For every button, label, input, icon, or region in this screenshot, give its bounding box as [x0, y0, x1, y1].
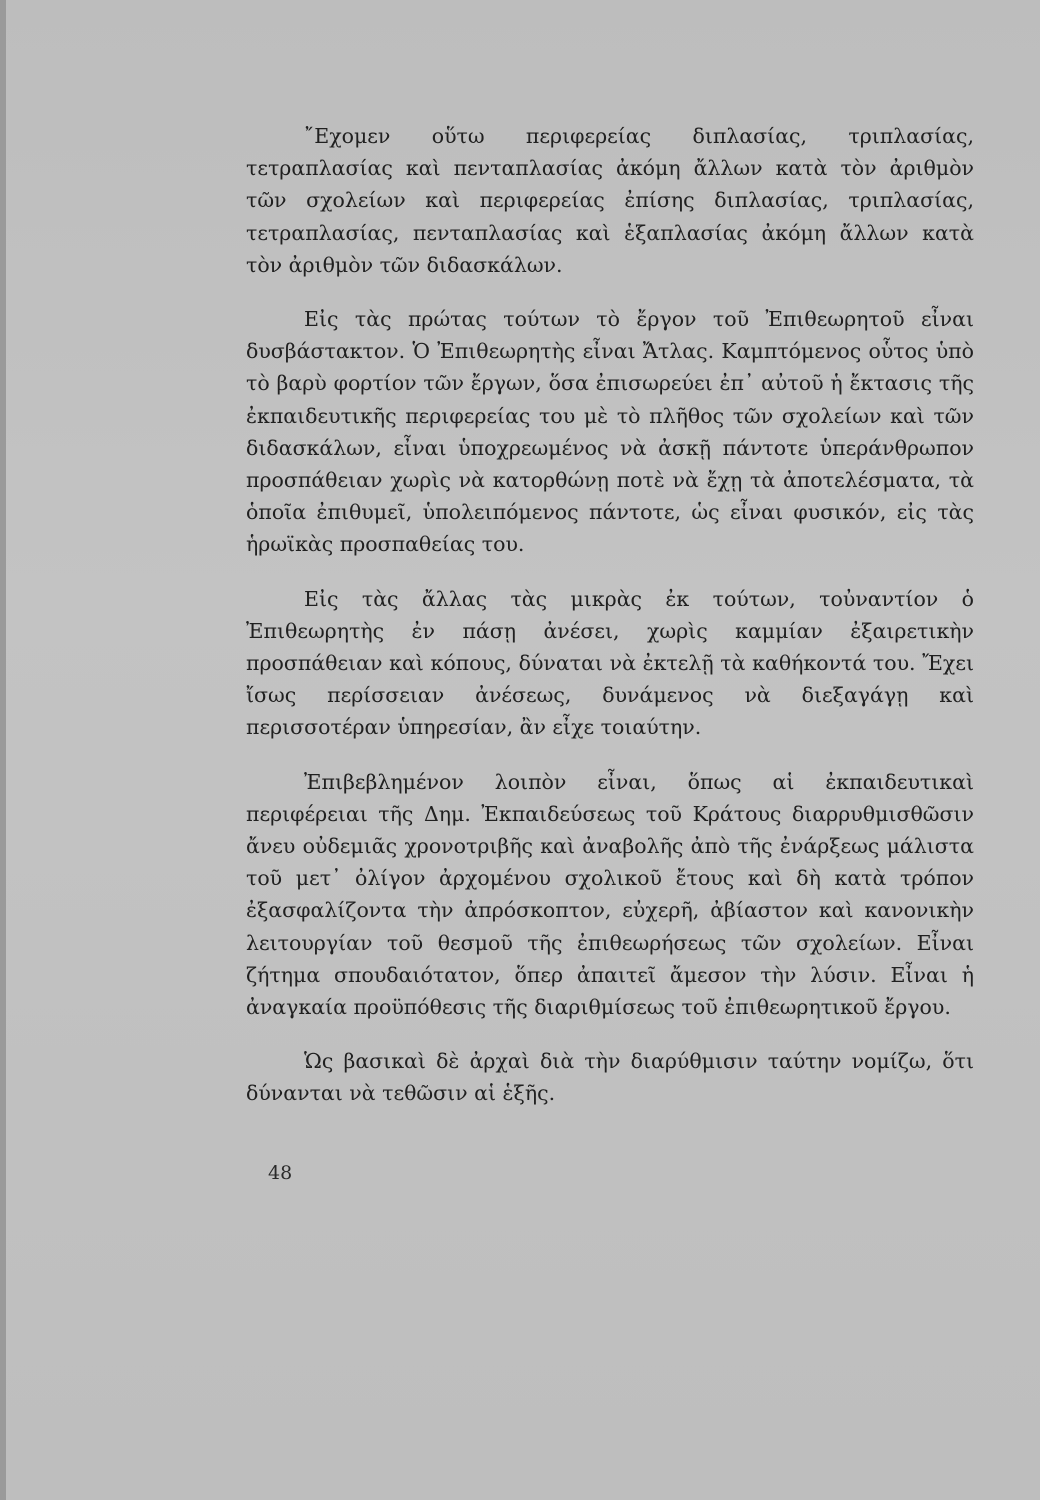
- page-edge-shadow: [0, 0, 6, 1500]
- paragraph-4: Ἐπιβεβλημένον λοιπὸν εἶναι, ὅπως αἱ ἐκπαιδευτικαὶ περιφέρειαι τῆς Δημ. Ἐκπαιδεύσεως τοῦ Κράτους διαρρυθμισθῶσιν ἄνευ οὐδεμιᾶς χρονοτριβῆς καὶ ἀναβολῆς ἀπὸ τῆς ἐνάρξεως μάλιστα τοῦ μετ᾽ ὀλίγον ἀρχομένου σχολικοῦ ἔτους καὶ δὴ κατὰ τρόπον ἐξασφαλίζοντα τὴν ἀπρόσκοπτον, εὐχερῆ, ἀβίαστον καὶ κανονικὴν λειτουργίαν τοῦ θεσμοῦ τῆς ἐπιθεωρήσεως τῶν σχολείων. Εἶναι ζήτημα σπουδαιότατον, ὅπερ ἀπαιτεῖ ἄμεσον τὴν λύσιν. Εἶναι ἡ ἀναγκαία προϋπόθεσις τῆς διαριθμίσεως τοῦ ἐπιθεωρητικοῦ ἔργου.: [246, 769, 974, 1020]
- paragraph-1: ῎Εχομεν οὕτω περιφερείας διπλασίας, τριπλασίας, τετραπλασίας καὶ πενταπλασίας ἀκόμη ἄλλων κατὰ τὸν ἀριθμὸν τῶν σχολείων καὶ περιφερείας ἐπίσης διπλασίας, τριπλασίας, τετραπλασίας, πενταπλασίας καὶ ἑξαπλασίας ἀκόμη ἄλλων κατὰ τὸν ἀριθμὸν τῶν διδασκάλων.: [246, 124, 974, 277]
- paragraph-3: Εἰς τὰς ἄλλας τὰς μικρὰς ἐκ τούτων, τοὐναντίον ὁ Ἐπιθεωρητὴς ἐν πάσῃ ἀνέσει, χωρὶς καμμίαν ἐξαιρετικὴν προσπάθειαν καὶ κόπους, δύναται νὰ ἐκτελῇ τὰ καθήκοντά του. Ἔχει ἴσως περίσσειαν ἀνέσεως, δυνάμενος νὰ διεξαγάγῃ καὶ περισσοτέραν ὑπηρεσίαν, ἂν εἶχε τοιαύτην.: [246, 586, 974, 740]
- paragraph-5: Ὡς βασικαὶ δὲ ἀρχαὶ διὰ τὴν διαρύθμισιν ταύτην νομίζω, ὅτι δύνανται νὰ τεθῶσιν αἱ ἑξῆς.: [246, 1049, 974, 1106]
- paragraph-2: Εἰς τὰς πρώτας τούτων τὸ ἔργον τοῦ Ἐπιθεωρητοῦ εἶναι δυσβάστακτον. Ὁ Ἐπιθεωρητὴς εἶναι Ἄτλας. Καμπτόμενος οὗτος ὑπὸ τὸ βαρὺ φορτίον τῶν ἔργων, ὅσα ἐπισωρεύει ἐπ᾽ αὐτοῦ ἡ ἔκτασις τῆς ἐκπαιδευτικῆς περιφερείας του μὲ τὸ πλῆθος τῶν σχολείων καὶ τῶν διδασκάλων, εἶναι ὑποχρεωμένος νὰ ἀσκῇ πάντοτε ὑπεράνθρωπον προσπάθειαν χωρὶς νὰ κατορθώνῃ ποτὲ νὰ ἔχῃ τὰ ἀποτελέσματα, τὰ ὁποῖα ἐπιθυμεῖ, ὑπολειπόμενος πάντοτε, ὡς εἶναι φυσικόν, εἰς τὰς ἡρωϊκὰς προσπαθείας του.: [246, 307, 974, 557]
- body-text: [246, 120, 974, 1110]
- page-number: 48: [268, 1162, 293, 1184]
